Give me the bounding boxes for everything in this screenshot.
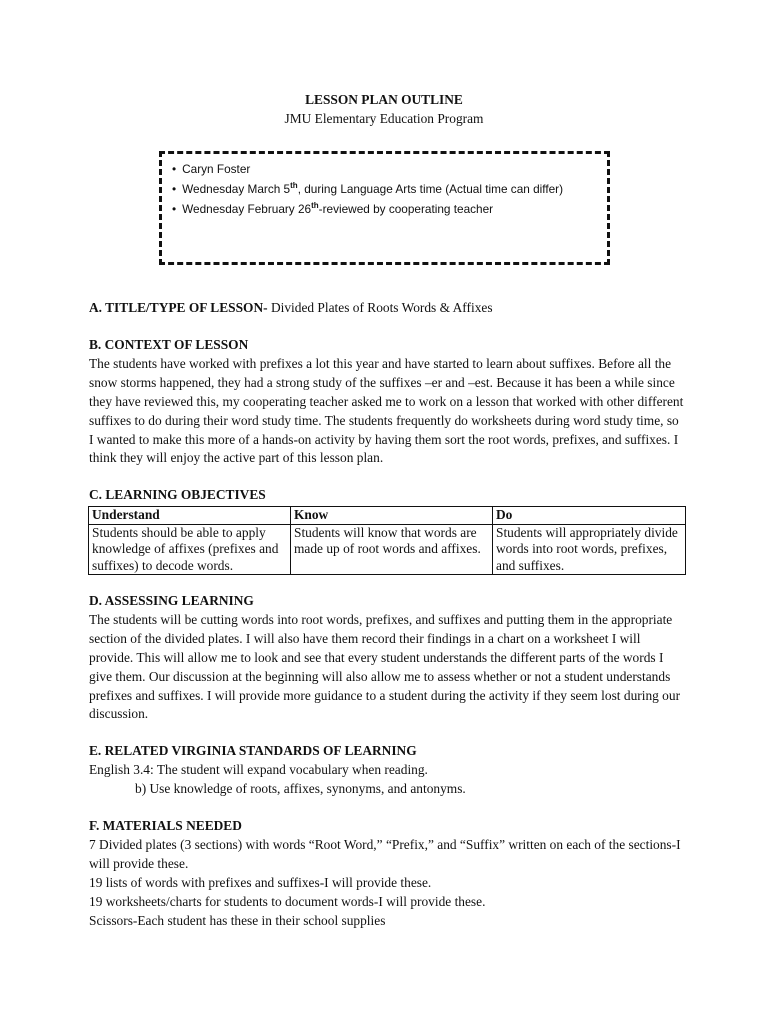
section-d-heading: D. ASSESSING LEARNING: [89, 593, 254, 608]
column-header-understand: Understand: [89, 507, 291, 525]
section-e-line2: b) Use knowledge of roots, affixes, synonyms, and antonyms.: [135, 780, 466, 796]
section-c: [89, 486, 685, 505]
list-item: 19 lists of words with prefixes and suffixes-I will provide these.: [89, 874, 432, 890]
section-e-heading: E. RELATED VIRGINIA STANDARDS OF LEARNING: [89, 743, 417, 758]
table-header-row: [89, 507, 686, 525]
section-e-line1: English 3.4: The student will expand vocabulary when reading.: [89, 761, 428, 777]
section-a-text: Divided Plates of Roots Words & Affixes: [267, 300, 493, 315]
info-list: [162, 154, 607, 219]
list-item: Scissors-Each student has these in their school supplies: [89, 912, 386, 928]
section-d: [89, 592, 685, 724]
document-subtitle: JMU Elementary Education Program: [284, 111, 484, 126]
section-d-text: The students will be cutting words into root words, prefixes, and suffixes and putting them in the appropriate section of the divided plates. I will also have them record their findings in a chart on a worksheet I will provide. This will allow me to look and see that every student understands the different parts of the words I give them. Our discussion at the beginning will also allow me to assess whether or not a student understands prefixes and suffixes. I will provide more guidance to a student during the activity if they seem lost during our discussion.: [89, 611, 681, 722]
list-item: 7 Divided plates (3 sections) with words “Root Word,” “Prefix,” and “Suffix” written on each of the sections-I will provide these.: [89, 836, 681, 871]
section-f: [89, 817, 685, 930]
section-c-heading: C. LEARNING OBJECTIVES: [89, 487, 266, 502]
list-item: 19 worksheets/charts for students to document words-I will provide these.: [89, 893, 486, 909]
table-cell-know: Students will know that words are made up of root words and affixes.: [291, 524, 493, 575]
info-item-date1: • Wednesday March 5th, during Language Arts time (Actual time can differ): [172, 179, 607, 199]
section-a: [89, 299, 685, 318]
document-title: LESSON PLAN OUTLINE: [305, 92, 463, 107]
section-b-heading: B. CONTEXT OF LESSON: [89, 337, 249, 352]
section-e: [89, 742, 685, 799]
objectives-table: [88, 506, 686, 575]
info-item-name: • Caryn Foster: [172, 159, 607, 179]
table-row: [89, 524, 686, 575]
section-f-heading: F. MATERIALS NEEDED: [89, 818, 242, 833]
section-b-text: The students have worked with prefixes a lot this year and have started to learn about suffixes. Before all the snow storms happened, they had a strong study of the suffixes –er and –est. Because it has been a while since they have reviewed this, my cooperating teacher asked me to work on a lesson that worked with other different suffixes to do during their word study time. The students frequently do worksheets during word study time, so I wanted to make this more of a hands-on activity by having them sort the root words, prefixes, and suffixes. I think they will enjoy the active part of this lesson plan.: [89, 355, 684, 466]
info-item-date2: • Wednesday February 26th-reviewed by cooperating teacher: [172, 199, 607, 219]
info-box: [159, 151, 610, 265]
section-a-heading: A. TITLE/TYPE OF LESSON-: [89, 300, 268, 315]
column-header-do: Do: [493, 507, 686, 525]
table-cell-understand: Students should be able to apply knowledge of affixes (prefixes and suffixes) to decode words.: [89, 524, 291, 575]
column-header-know: Know: [291, 507, 493, 525]
section-b: [89, 336, 685, 468]
table-cell-do: Students will appropriately divide words into root words, prefixes, and suffixes.: [493, 524, 686, 575]
